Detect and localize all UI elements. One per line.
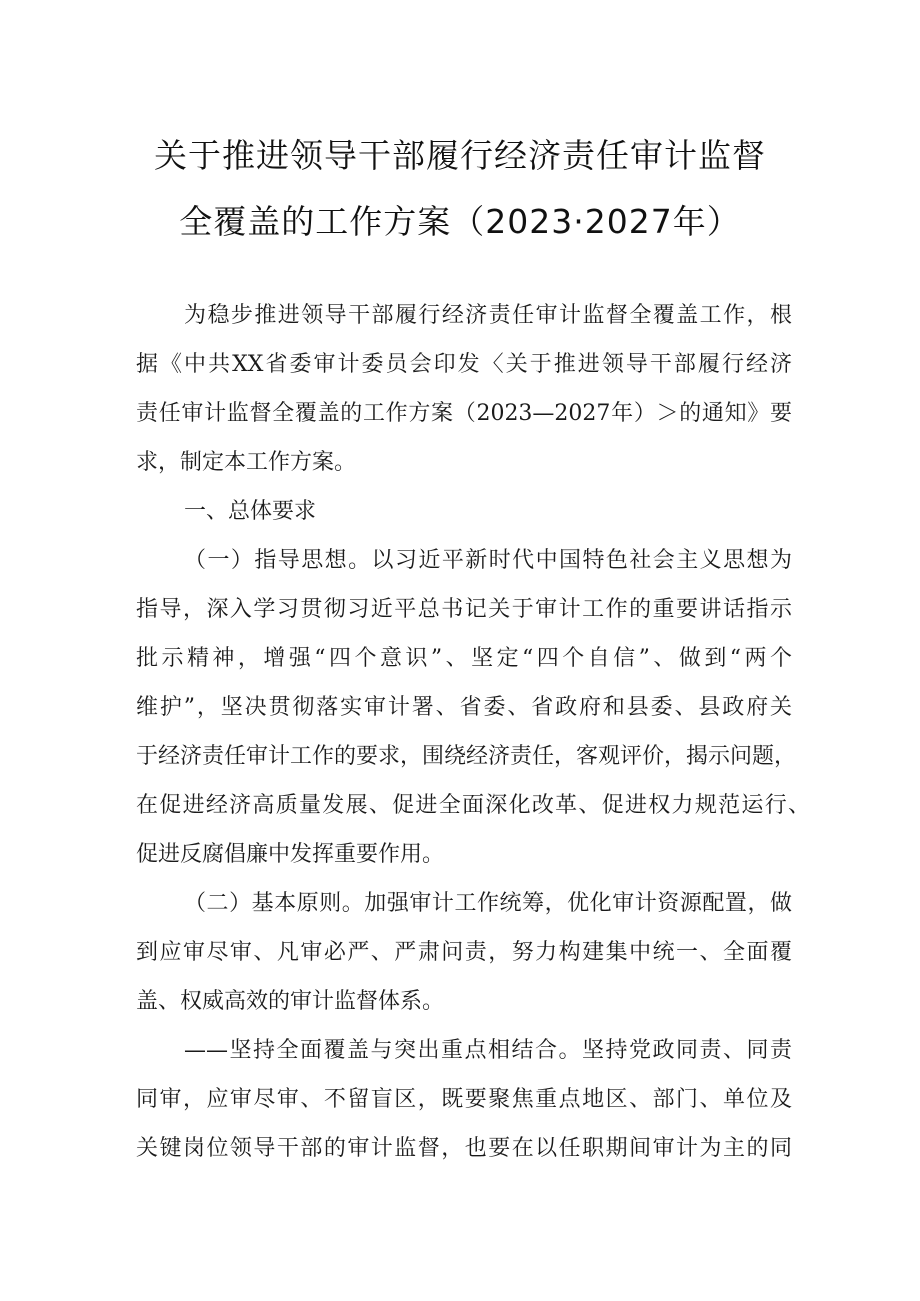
document-title-line-2: 全覆盖的工作方案（2023·2027年） bbox=[179, 202, 741, 241]
paragraph-line: 盖、权威高效的审计监督体系。 bbox=[136, 989, 445, 1014]
paragraph-line: 促进反腐倡廉中发挥重要作用。 bbox=[136, 842, 445, 867]
paragraph-line: 指导，深入学习贯彻习近平总书记关于审计工作的重要讲话指示 bbox=[136, 597, 792, 622]
paragraph-line: 在促进经济高质量发展、促进全面深化改革、促进权力规范运行、 bbox=[136, 793, 810, 818]
intro-line: 求，制定本工作方案。 bbox=[136, 450, 357, 475]
paragraph-line: 同审，应审尽审、不留盲区，既要聚焦重点地区、部门、单位及 bbox=[136, 1087, 792, 1112]
document-title-line-1: 关于推进领导干部履行经济责任审计监督 bbox=[154, 136, 766, 175]
intro-line: 为稳步推进领导干部履行经济责任审计监督全覆盖工作，根 bbox=[184, 303, 792, 328]
intro-line: 据《中共XX省委审计委员会印发〈关于推进领导干部履行经济 bbox=[136, 352, 792, 377]
paragraph-line: 维护”，坚决贯彻落实审计署、省委、省政府和县委、县政府关 bbox=[136, 695, 792, 720]
intro-line: 责任审计监督全覆盖的工作方案（2023—2027年）＞的通知》要 bbox=[136, 401, 792, 426]
paragraph-line: （一）指导思想。以习近平新时代中国特色社会主义思想为 bbox=[184, 548, 792, 573]
paragraph-line: （二）基本原则。加强审计工作统筹，优化审计资源配置，做 bbox=[184, 891, 792, 916]
paragraph-line: 于经济责任审计工作的要求，围绕经济责任，客观评价，揭示问题， bbox=[136, 744, 797, 769]
section-heading: 一、总体要求 bbox=[184, 499, 317, 524]
paragraph-line: 关键岗位领导干部的审计监督，也要在以任职期间审计为主的同 bbox=[136, 1136, 792, 1161]
paragraph-line: ——坚持全面覆盖与突出重点相结合。坚持党政同责、同责 bbox=[184, 1038, 792, 1063]
paragraph-line: 到应审尽审、凡审必严、严肃问责，努力构建集中统一、全面覆 bbox=[136, 940, 792, 965]
paragraph-line: 批示精神，增强“四个意识”、坚定“四个自信”、做到“两个 bbox=[136, 646, 792, 671]
